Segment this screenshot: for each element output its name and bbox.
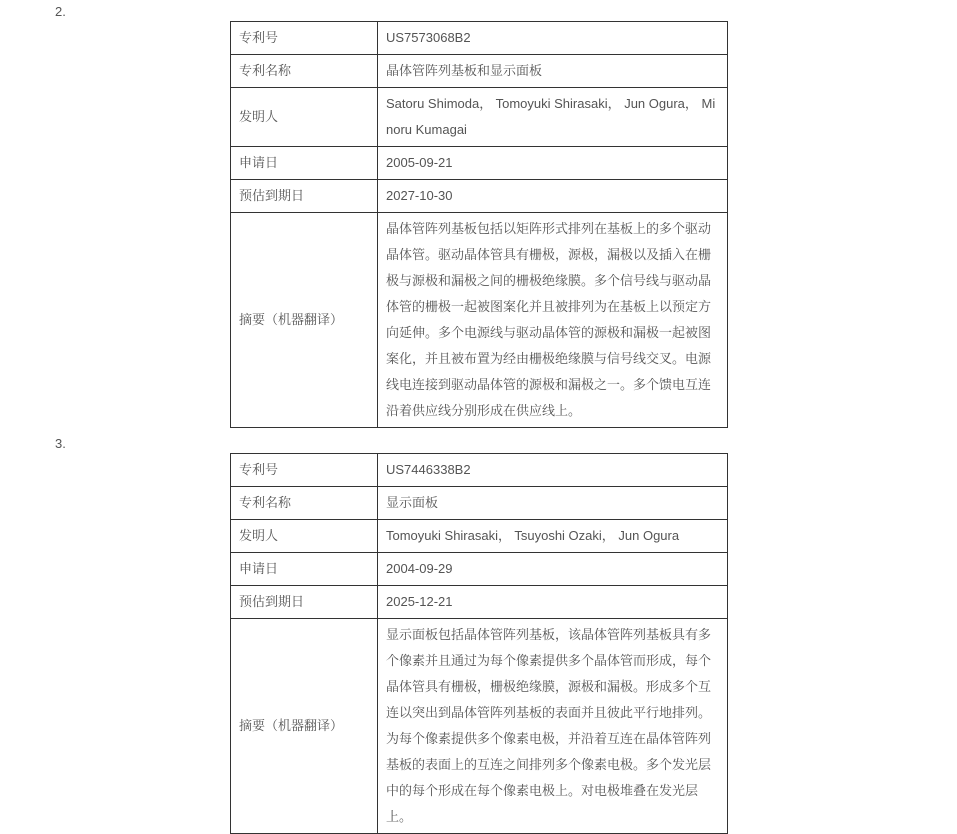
row-label-inventors: 发明人 — [231, 520, 378, 553]
row-label-est-expiry: 预估到期日 — [231, 586, 378, 619]
patent-name-value: 显示面板 — [378, 487, 728, 520]
patent-no-value: US7446338B2 — [378, 454, 728, 487]
row-label-est-expiry: 预估到期日 — [231, 180, 378, 213]
patent-name-value: 晶体管阵列基板和显示面板 — [378, 55, 728, 88]
table-row-filing-date — [231, 553, 728, 586]
row-label-filing-date: 申请日 — [231, 553, 378, 586]
inventors-value: Satoru Shimoda， Tomoyuki Shirasaki， Jun Ogura， Minoru Kumagai — [378, 88, 728, 147]
patent-item-3 — [0, 435, 957, 834]
table-row-patent-name — [231, 487, 728, 520]
table-row-abstract — [231, 213, 728, 428]
row-label-patent-no: 专利号 — [231, 22, 378, 55]
row-label-abstract: 摘要（机器翻译） — [231, 619, 378, 834]
patent-table-2 — [230, 21, 728, 428]
table-row-inventors — [231, 88, 728, 147]
table-row-est-expiry — [231, 586, 728, 619]
table-row-est-expiry — [231, 180, 728, 213]
row-label-patent-name: 专利名称 — [231, 487, 378, 520]
patent-item-2 — [0, 3, 957, 428]
row-label-abstract: 摘要（机器翻译） — [231, 213, 378, 428]
est-expiry-value: 2027-10-30 — [378, 180, 728, 213]
patent-table-3 — [230, 453, 728, 834]
row-label-patent-name: 专利名称 — [231, 55, 378, 88]
list-item-number: 2. — [55, 4, 66, 19]
table-row-patent-no — [231, 22, 728, 55]
table-row-filing-date — [231, 147, 728, 180]
table-row-inventors — [231, 520, 728, 553]
table-row-patent-no — [231, 454, 728, 487]
row-label-patent-no: 专利号 — [231, 454, 378, 487]
table-row-abstract — [231, 619, 728, 834]
est-expiry-value: 2025-12-21 — [378, 586, 728, 619]
row-label-inventors: 发明人 — [231, 88, 378, 147]
abstract-value: 晶体管阵列基板包括以矩阵形式排列在基板上的多个驱动晶体管。驱动晶体管具有栅极，源极，漏极以及插入在栅极与源极和漏极之间的栅极绝缘膜。多个信号线与驱动晶体管的栅极一起被图案化并且被排列为在基板上以预定方向延伸。多个电源线与驱动晶体管的源极和漏极一起被图案化，并且被布置为经由栅极绝缘膜与信号线交叉。电源线电连接到驱动晶体管的源极和漏极之一。多个馈电互连沿着供应线分别形成在供应线上。 — [378, 213, 728, 428]
inventors-value: Tomoyuki Shirasaki， Tsuyoshi Ozaki， Jun Ogura — [378, 520, 728, 553]
patent-no-value: US7573068B2 — [378, 22, 728, 55]
row-label-filing-date: 申请日 — [231, 147, 378, 180]
filing-date-value: 2004-09-29 — [378, 553, 728, 586]
filing-date-value: 2005-09-21 — [378, 147, 728, 180]
list-item-number: 3. — [55, 436, 66, 451]
table-row-patent-name — [231, 55, 728, 88]
abstract-value: 显示面板包括晶体管阵列基板，该晶体管阵列基板具有多个像素并且通过为每个像素提供多个晶体管而形成，每个晶体管具有栅极，栅极绝缘膜，源极和漏极。形成多个互连以突出到晶体管阵列基板的表面并且彼此平行地排列。为每个像素提供多个像素电极，并沿着互连在晶体管阵列基板的表面上的互连之间排列多个像素电极。多个发光层中的每个形成在每个像素电极上。对电极堆叠在发光层上。 — [378, 619, 728, 834]
